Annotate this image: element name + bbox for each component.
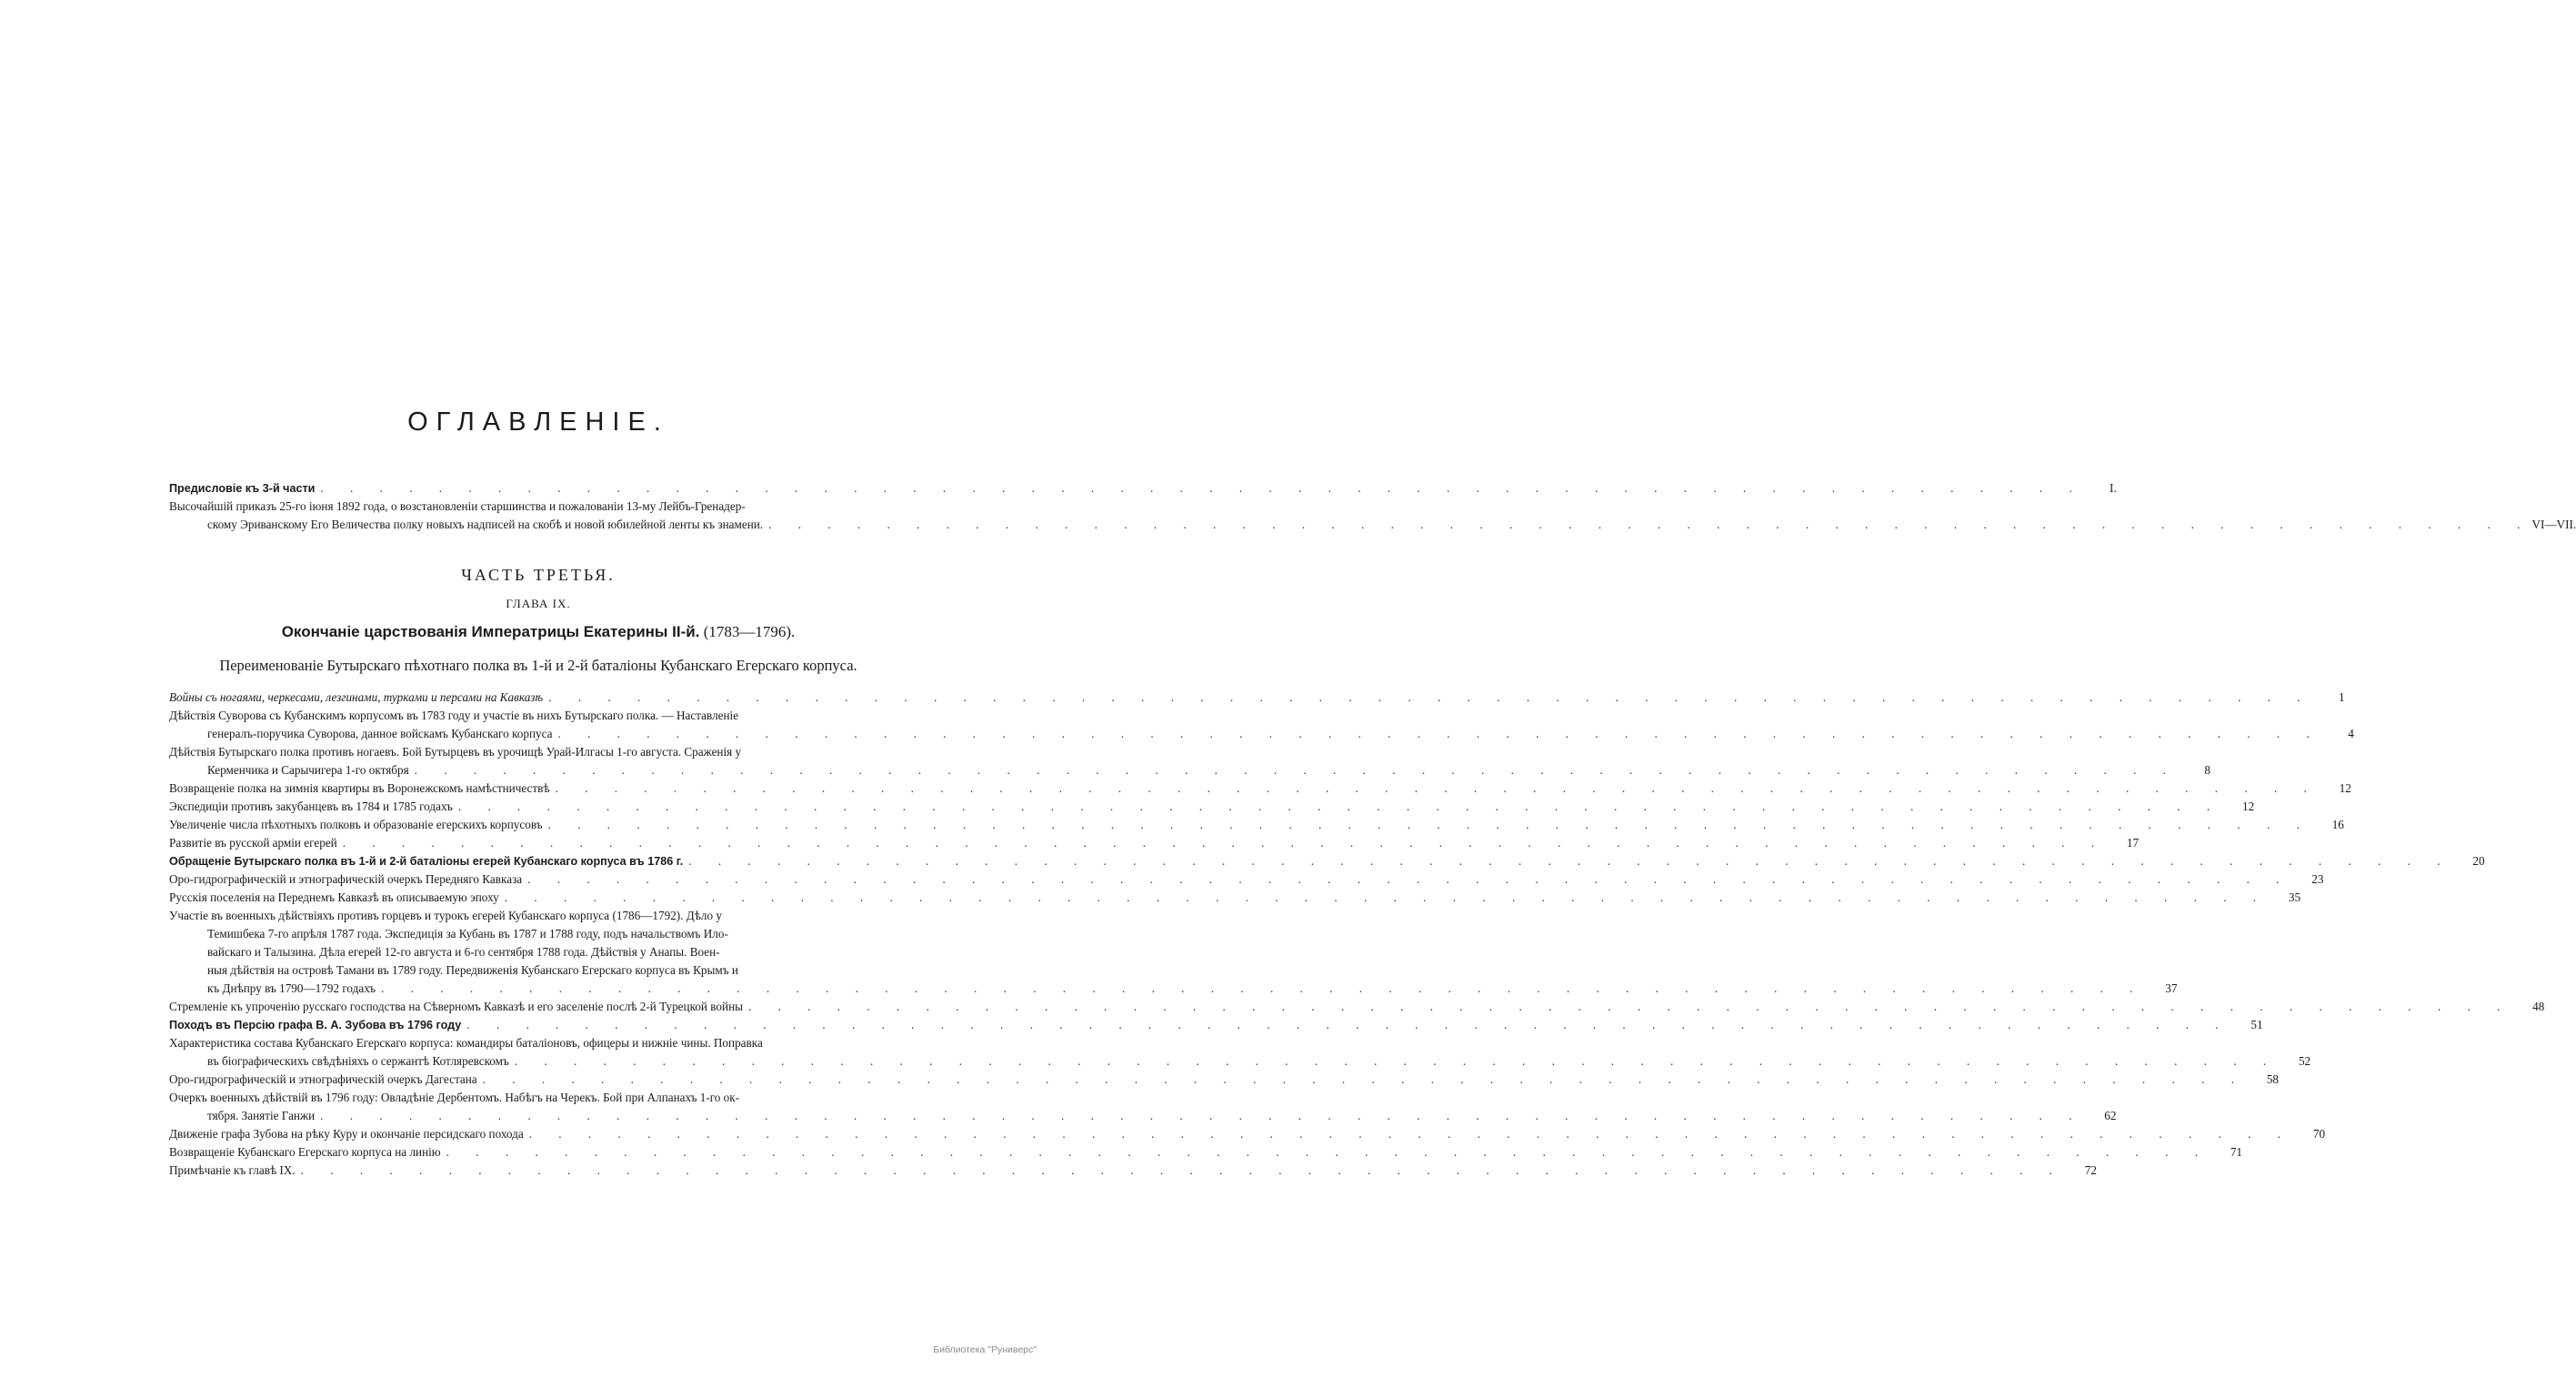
toc-entry-text: Возвращеніе полка на зимнія квартиры въ Воронежскомъ намѣстничествѣ <box>169 781 550 795</box>
dot-leader: . . . . . . . . . . . . . . . . . . . . . . . . . . . . . . . . . . . . . . . . . . . . . . . . . . . . . . . . . . . . <box>482 1072 2246 1086</box>
dot-leader: . . . . . . . . . . . . . . . . . . . . . . . . . . . . . . . . . . . . . . . . . . . . . . . . . . . . . . . . . . . . <box>768 518 2532 531</box>
toc-entry-line <box>169 1162 2097 1180</box>
toc-entry-line <box>169 743 918 761</box>
toc-entry-text: Обращеніе Бутырскаго полка въ 1-й и 2-й баталіоны егерей Кубанскаго корпуса въ 1786 г. <box>169 855 684 868</box>
toc-entry-text: ныя дѣйствія на островѣ Тамани въ 1789 году. Передвиженія Кубанскаго Егерскаго корпуса въ Крымъ и <box>207 963 738 977</box>
dot-leader: . . . . . . . . . . . . . . . . . . . . . . . . . . . . . . . . . . . . . . . . . . . . . . . . . . . . . . . . . . . . <box>504 890 2269 904</box>
page-number: 8 <box>2204 763 2210 777</box>
page-number: 37 <box>2165 981 2178 995</box>
toc-entry-text: Движеніе графа Зубова на рѣку Куру и окончаніе персидскаго похода <box>169 1127 524 1141</box>
toc-entry-line <box>169 1089 918 1107</box>
toc-entry-text: Оро-гидрографическій и этнографическій очеркъ Дагестана <box>169 1072 477 1086</box>
toc-entry <box>169 689 2345 707</box>
toc-entry-text: Походъ въ Персію графа В. А. Зубова въ 1796 году <box>169 1019 462 1031</box>
toc-entry-text: Дѣйствія Суворова съ Кубанскимъ корпусомъ въ 1783 году и участіе въ нихъ Бутырскаго полка. — Наставленіе <box>169 709 739 722</box>
dot-leader: . . . . . . . . . . . . . . . . . . . . . . . . . . . . . . . . . . . . . . . . . . . . . . . . . . . . . . . . . . . . <box>557 727 2321 740</box>
toc-entry-line <box>169 852 2485 870</box>
toc-entry-line <box>169 1034 918 1052</box>
toc-entry-text: Оро-гидрографическій и этнографическій очеркъ Передняго Кавказа <box>169 872 523 886</box>
toc-entry <box>169 870 2324 889</box>
toc-entry-text: Русскія поселенія на Переднемъ Кавказѣ въ описываемую эпоху <box>169 890 499 904</box>
toc-entry-text: Высочайшій приказъ 25-го іюня 1892 года, о возстановленіи старшинства и пожалованіи 13-му Лейбъ-Гренадер- <box>169 499 746 513</box>
page-number: 1 <box>2338 690 2345 704</box>
toc-entry-line <box>169 980 2178 998</box>
toc-entry-line <box>169 479 2117 498</box>
dot-leader: . . . . . . . . . . . . . . . . . . . . . . . . . . . . . . . . . . . . . . . . . . . . . . . . . . . . . . . . . . . . <box>547 818 2311 831</box>
toc-entry <box>169 707 2354 743</box>
toc-entry-line <box>169 870 2324 889</box>
toc-entry-line <box>169 779 2351 798</box>
toc-entry-text: Керменчика и Сарычигера 1-го октября <box>207 763 409 777</box>
dot-leader: . . . . . . . . . . . . . . . . . . . . . . . . . . . . . . . . . . . . . . . . . . . . . . . . . . . . . . . . . . . . <box>527 872 2291 886</box>
toc-entry-text: Возвращеніе Кубанскаго Егерскаго корпуса на линію <box>169 1145 441 1159</box>
toc-entry-line <box>169 889 2301 907</box>
page-number: 23 <box>2311 872 2324 886</box>
toc-entry-text: въ біографическихъ свѣдѣніяхъ о сержантѣ Котляревскомъ <box>207 1054 509 1068</box>
toc-entry <box>169 479 2117 498</box>
toc-entry-line <box>169 689 2345 707</box>
toc-entry-line <box>169 907 918 925</box>
toc-entry-text: Стремленіе къ упроченію русскаго господства на Сѣверномъ Кавказѣ и его заселеніе послѣ 2-й Турецкой войны <box>169 1000 743 1013</box>
toc-entry <box>169 852 2485 870</box>
page-number: 51 <box>2250 1018 2263 1031</box>
toc-entry-line <box>169 498 918 516</box>
toc-entry-line <box>169 1143 2242 1162</box>
page-title: ОГЛАВЛЕНІЕ. <box>407 407 669 437</box>
front-matter-list <box>169 479 2576 534</box>
toc-entry-text: Развитіе въ русской арміи егерей <box>169 836 337 850</box>
toc-entry-line <box>169 1016 2263 1034</box>
chapter-title <box>0 623 1077 641</box>
toc-entry <box>169 779 2351 798</box>
chapter-heading: ГЛАВА IX. <box>506 597 571 610</box>
page-number: 20 <box>2472 854 2485 868</box>
chapter-subtitle: Переименованіе Бутырскаго пѣхотнаго полка въ 1-й и 2-й баталіоны Кубанскаго Егерскаго корпуса. <box>219 657 857 674</box>
toc-entry <box>169 907 2178 998</box>
toc-entry-line <box>169 925 918 943</box>
toc-entry <box>169 1034 2311 1071</box>
dot-leader: . . . . . . . . . . . . . . . . . . . . . . . . . . . . . . . . . . . . . . . . . . . . . . . . . . . . . . . . . . . . <box>381 981 2145 995</box>
toc-entry-text: къ Днѣпру въ 1790—1792 годахъ <box>207 981 376 995</box>
toc-entry-line <box>169 943 918 961</box>
page-number: 58 <box>2266 1072 2279 1086</box>
dot-leader: . . . . . . . . . . . . . . . . . . . . . . . . . . . . . . . . . . . . . . . . . . . . . . . . . . . . . . . . . . . . <box>320 1109 2084 1122</box>
toc-entry <box>169 1089 2117 1125</box>
toc-entry-line <box>169 816 2344 834</box>
chapter-title-years: (1783—1796). <box>703 623 796 640</box>
toc-entry <box>169 1125 2326 1143</box>
page-number: 70 <box>2312 1127 2326 1141</box>
toc-entry-line <box>169 1052 2311 1071</box>
toc-entry <box>169 498 2576 534</box>
page-number: 17 <box>2126 836 2140 850</box>
page-number: 72 <box>2084 1163 2097 1177</box>
library-watermark: Библиотека "Руниверс" <box>933 1344 1037 1355</box>
toc-entry-text: Участіе въ военныхъ дѣйствіяхъ противъ горцевъ и турокъ егерей Кубанскаго корпуса (1786—1792). Дѣло у <box>169 909 722 922</box>
toc-entry-text: Увеличеніе числа пѣхотныхъ полковъ и образованіе егерскихъ корпусовъ <box>169 818 543 831</box>
dot-leader: . . . . . . . . . . . . . . . . . . . . . . . . . . . . . . . . . . . . . . . . . . . . . . . . . . . . . . . . . . . . <box>748 1000 2512 1013</box>
toc-entry-text: Примѣчаніе къ главѣ IX. <box>169 1163 296 1177</box>
page-number: 52 <box>2298 1054 2311 1068</box>
toc-entry-text: Предисловіе къ 3-й части <box>169 482 316 495</box>
dot-leader: . . . . . . . . . . . . . . . . . . . . . . . . . . . . . . . . . . . . . . . . . . . . . . . . . . . . . . . . . . . . <box>466 1018 2230 1031</box>
toc-entry-text: Темишбека 7-го апрѣля 1787 года. Экспедиція за Кубань въ 1787 и 1788 году, подъ начальствомъ Ило- <box>207 927 728 940</box>
page-number: 62 <box>2104 1109 2117 1122</box>
dot-leader: . . . . . . . . . . . . . . . . . . . . . . . . . . . . . . . . . . . . . . . . . . . . . . . . . . . . . . . . . . . . <box>514 1054 2279 1068</box>
part-heading: ЧАСТЬ ТРЕТЬЯ. <box>461 566 616 584</box>
dot-leader: . . . . . . . . . . . . . . . . . . . . . . . . . . . . . . . . . . . . . . . . . . . . . . . . . . . . . . . . . . . . <box>528 1127 2293 1141</box>
page-number: I. <box>2110 481 2117 495</box>
toc-entry-line <box>169 1071 2279 1089</box>
toc-entry-line <box>169 516 2576 534</box>
dot-leader: . . . . . . . . . . . . . . . . . . . . . . . . . . . . . . . . . . . . . . . . . . . . . . . . . . . . . . . . . . . . <box>548 690 2312 704</box>
toc-entry-text: Войны съ ногаями, черкесами, лезгинами, турками и персами на Кавказѣ <box>169 690 544 704</box>
toc-entries-list <box>169 689 2545 1180</box>
dot-leader: . . . . . . . . . . . . . . . . . . . . . . . . . . . . . . . . . . . . . . . . . . . . . . . . . . . . . . . . . . . . <box>457 800 2222 813</box>
page-number: 16 <box>2331 818 2344 831</box>
toc-entry-line <box>169 1107 2117 1125</box>
toc-entry-line <box>169 961 918 980</box>
dot-leader: . . . . . . . . . . . . . . . . . . . . . . . . . . . . . . . . . . . . . . . . . . . . . . . . . . . . . . . . . . . . <box>555 781 2319 795</box>
toc-entry-text: генералъ-поручика Суворова, данное войскамъ Кубанскаго корпуса <box>207 727 553 740</box>
page-number: 71 <box>2230 1145 2242 1159</box>
toc-entry-line <box>169 998 2545 1016</box>
toc-entry-text: вайскаго и Талызина. Дѣла егерей 12-го августа и 6-го сентября 1788 года. Дѣйствія у Анапы. Воен- <box>207 945 720 959</box>
toc-entry-text: Очеркъ военныхъ дѣйствій въ 1796 году: Овладѣніе Дербентомъ. Набѣгъ на Черекъ. Бой при Алпанахъ 1-го ок- <box>169 1091 740 1104</box>
chapter-title-main: Окончаніе царствованія Императрицы Екатерины II-й. <box>281 623 700 640</box>
toc-entry-line <box>169 761 2210 779</box>
toc-entry <box>169 834 2140 852</box>
toc-entry-line <box>169 1125 2326 1143</box>
toc-entry <box>169 1162 2097 1180</box>
toc-entry-text: Характеристика состава Кубанскаго Егерскаго корпуса: командиры баталіоновъ, офицеры и нижніе чины. Поправка <box>169 1036 763 1050</box>
toc-entry-text: скому Эриванскому Его Величества полку новыхъ надписей на скобѣ и новой юбилейной ленты къ знамени. <box>207 518 764 531</box>
toc-entry <box>169 1143 2242 1162</box>
toc-entry-line <box>169 725 2354 743</box>
page-number: 4 <box>2348 727 2354 740</box>
toc-entry-line <box>169 798 2255 816</box>
dot-leader: . . . . . . . . . . . . . . . . . . . . . . . . . . . . . . . . . . . . . . . . . . . . . . . . . . . . . . . . . . . . <box>342 836 2107 850</box>
dot-leader: . . . . . . . . . . . . . . . . . . . . . . . . . . . . . . . . . . . . . . . . . . . . . . . . . . . . . . . . . . . . <box>446 1145 2210 1159</box>
toc-entry <box>169 743 2210 779</box>
toc-entry <box>169 889 2301 907</box>
page-number: VI—VII. <box>2531 518 2576 531</box>
toc-entry-line <box>169 707 918 725</box>
page-number: 35 <box>2288 890 2301 904</box>
page-number: 12 <box>2339 781 2351 795</box>
toc-entry <box>169 816 2344 834</box>
toc-entry-text: тября. Занятіе Ганжи <box>207 1109 316 1122</box>
dot-leader: . . . . . . . . . . . . . . . . . . . . . . . . . . . . . . . . . . . . . . . . . . . . . . . . . . . . . . . . . . . . <box>414 763 2178 777</box>
dot-leader: . . . . . . . . . . . . . . . . . . . . . . . . . . . . . . . . . . . . . . . . . . . . . . . . . . . . . . . . . . . . <box>320 481 2084 495</box>
toc-entry <box>169 998 2545 1016</box>
toc-entry <box>169 798 2255 816</box>
dot-leader: . . . . . . . . . . . . . . . . . . . . . . . . . . . . . . . . . . . . . . . . . . . . . . . . . . . . . . . . . . . . <box>300 1163 2064 1177</box>
toc-entry-line <box>169 834 2140 852</box>
toc-entry-text: Экспедиціи противъ закубанцевъ въ 1784 и 1785 годахъ <box>169 800 453 813</box>
toc-entry <box>169 1016 2263 1034</box>
page-number: 12 <box>2242 800 2255 813</box>
dot-leader: . . . . . . . . . . . . . . . . . . . . . . . . . . . . . . . . . . . . . . . . . . . . . . . . . . . . . . . . . . . . <box>688 854 2452 868</box>
toc-entry-text: Дѣйствія Бутырскаго полка противъ ногаевъ. Бой Бутырцевъ въ урочищѣ Урай-Илгасы 1-го августа. Сраженія у <box>169 745 742 759</box>
toc-entry <box>169 1071 2279 1089</box>
page-number: 48 <box>2532 1000 2545 1013</box>
